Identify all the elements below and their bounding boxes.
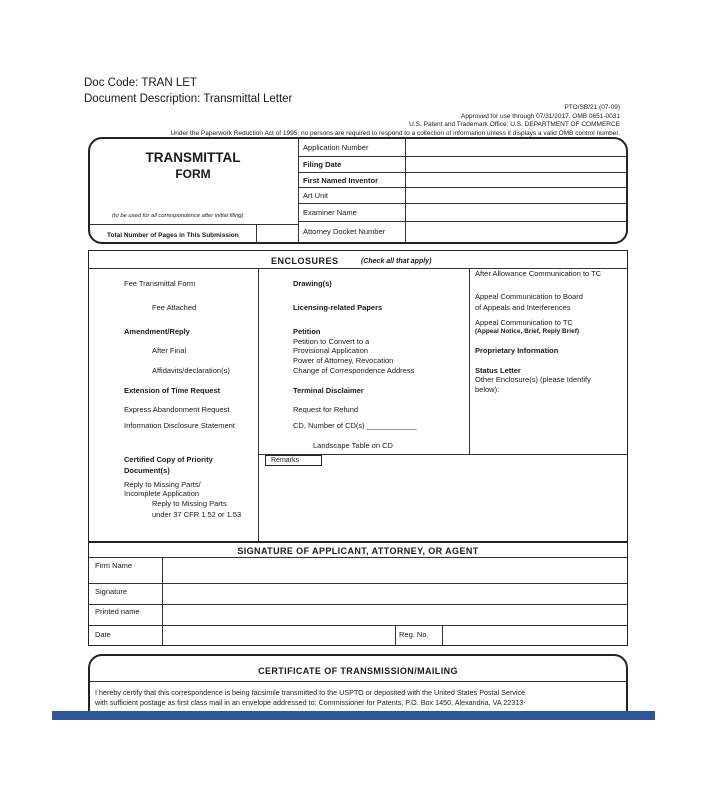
doc-description: Document Description: Transmittal Letter [84, 93, 293, 105]
express-abandonment-request[interactable]: Express Abandonment Request [124, 405, 230, 414]
after-final[interactable]: After Final [152, 346, 187, 355]
reply-missing-parts-cfr[interactable]: Reply to Missing Parts [152, 499, 227, 508]
enclosures-heading: ENCLOSURES [271, 256, 339, 266]
petition-convert-provisional-line2: Provisional Application [293, 346, 369, 355]
examiner-name-label: Examiner Name [303, 208, 357, 217]
appeal-communication-tc[interactable]: Appeal Communication to TC [475, 318, 573, 327]
cd-number-field[interactable]: CD, Number of CD(s) ____________ [293, 421, 417, 430]
fee-attached[interactable]: Fee Attached [152, 303, 197, 312]
status-letter[interactable]: Status Letter [475, 366, 521, 375]
change-of-correspondence-address[interactable]: Change of Correspondence Address [293, 366, 415, 375]
remarks-field[interactable] [260, 467, 626, 540]
fee-transmittal-form[interactable]: Fee Transmittal Form [124, 279, 196, 288]
reg-no-label: Reg. No. [399, 630, 429, 639]
total-pages-label: Total Number of Pages in This Submission [107, 232, 239, 239]
power-of-attorney[interactable]: Power of Attorney, Revocation [293, 356, 394, 365]
licensing-related-papers[interactable]: Licensing-related Papers [293, 303, 383, 312]
certificate-text-line1: I hereby certify that this correspondence is being facsimile transmitted to the USPTO or deposited with the United States Postal Service [95, 688, 526, 697]
date-label: Date [95, 630, 111, 639]
certificate-heading: CERTIFICATE OF TRANSMISSION/MAILING [258, 666, 458, 676]
form-title: TRANSMITTAL [145, 150, 241, 165]
information-disclosure-statement[interactable]: Information Disclosure Statement [124, 421, 235, 430]
examiner-name-field[interactable] [407, 204, 623, 220]
petition-convert-provisional[interactable]: Petition to Convert to a [293, 337, 370, 346]
reg-no-field[interactable] [444, 627, 626, 644]
total-pages-field[interactable] [258, 226, 296, 241]
first-named-inventor-field[interactable] [407, 173, 623, 186]
certificate-text-line2: with sufficient postage as first class mail in an envelope addressed to: Commissioner for Patents, P.O. Box 1450, Alexandria, VA 22313- [95, 698, 526, 707]
signature-heading: SIGNATURE OF APPLICANT, ATTORNEY, OR AGENT [237, 546, 479, 556]
usage-note: (to be used for all correspondence after initial filing) [112, 213, 244, 219]
date-field[interactable] [164, 627, 393, 644]
after-allowance-communication[interactable]: After Allowance Communication to TC [475, 269, 602, 278]
paperwork-notice: Under the Paperwork Reduction Act of 1995, no persons are required to respond to a collection of information unless it displays a valid OMB control number. [170, 130, 620, 137]
landscape-table-on-cd[interactable]: Landscape Table on CD [313, 441, 393, 450]
terminal-disclaimer[interactable]: Terminal Disclaimer [293, 386, 364, 395]
reply-missing-parts-cfr-line2: under 37 CFR 1.52 or 1.53 [152, 510, 242, 519]
footer-bar [52, 711, 655, 720]
first-named-inventor-label: First Named Inventor [303, 176, 379, 185]
check-all-note: (Check all that apply) [361, 258, 432, 265]
application-number-label: Application Number [303, 143, 369, 152]
form-subtitle: FORM [175, 167, 211, 181]
firm-name-label: Firm Name [95, 561, 133, 570]
printed-name-label: Printed name [95, 607, 140, 616]
certified-copy-priority-line2: Document(s) [124, 466, 170, 475]
doc-code: Doc Code: TRAN LET [84, 77, 197, 89]
filing-date-field[interactable] [407, 157, 623, 171]
art-unit-label: Art Unit [303, 191, 329, 200]
attorney-docket-field[interactable] [407, 222, 623, 241]
certified-copy-priority[interactable]: Certified Copy of Priority [124, 455, 213, 464]
proprietary-information[interactable]: Proprietary Information [475, 346, 559, 355]
office-name: U.S. Patent and Trademark Office; U.S. DEPARTMENT OF COMMERCE [409, 121, 620, 128]
appeal-communication-tc-note: (Appeal Notice, Brief, Reply Brief) [475, 328, 580, 335]
printed-name-field[interactable] [164, 605, 626, 624]
remarks-label: Remarks [265, 455, 322, 466]
extension-of-time-request[interactable]: Extension of Time Request [124, 386, 221, 395]
signature-field[interactable] [164, 584, 626, 603]
application-number-field[interactable] [407, 139, 623, 155]
omb-approval: Approved for use through 07/31/2017. OMB 0651-0031 [461, 113, 620, 120]
firm-name-field[interactable] [164, 559, 626, 582]
signature-label: Signature [95, 587, 128, 596]
page-bottom-mask [0, 720, 712, 812]
attorney-docket-label: Attorney Docket Number [303, 227, 386, 236]
reply-missing-parts-incomplete[interactable]: Reply to Missing Parts/ [124, 480, 201, 489]
amendment-reply[interactable]: Amendment/Reply [124, 327, 190, 336]
affidavits-declarations[interactable]: Affidavits/declaration(s) [152, 366, 230, 375]
drawings[interactable]: Drawing(s) [293, 279, 332, 288]
filing-date-label: Filing Date [303, 160, 342, 169]
reply-missing-parts-incomplete-line2: Incomplete Application [124, 489, 200, 498]
form-number: PTO/SB/21 (07-09) [564, 104, 620, 111]
other-enclosures-line2: below): [475, 385, 500, 394]
appeal-communication-board-line2: of Appeals and Interferences [475, 303, 571, 312]
other-enclosures[interactable]: Other Enclosure(s) (please Identify [475, 375, 591, 384]
art-unit-field[interactable] [407, 188, 623, 202]
petition[interactable]: Petition [293, 327, 321, 336]
request-for-refund[interactable]: Request for Refund [293, 405, 359, 414]
appeal-communication-board[interactable]: Appeal Communication to Board [475, 292, 583, 301]
